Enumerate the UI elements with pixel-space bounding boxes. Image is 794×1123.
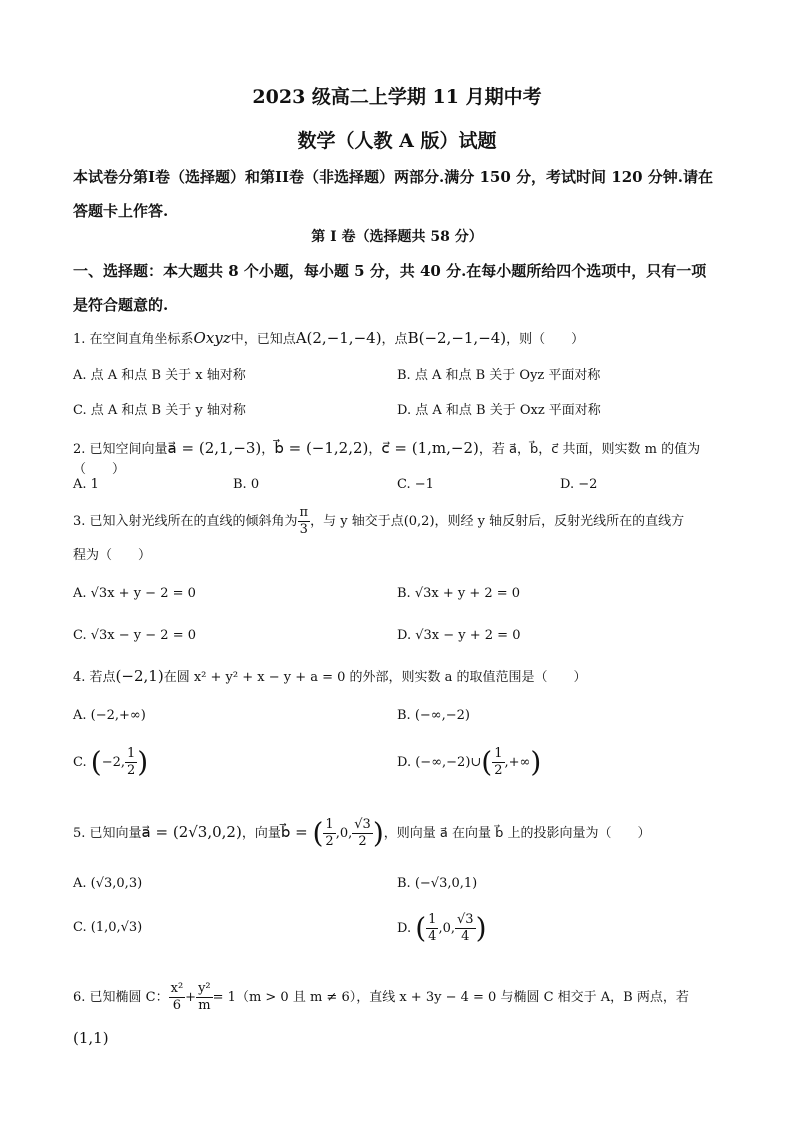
question-4-option-c[interactable]: C. (−2, $\frac{1}{2}$ ) <box>73 745 149 779</box>
part-one-heading <box>73 254 723 322</box>
subject-title: 数学（人教 A 版）试题 <box>297 130 497 152</box>
question-6-stem: 6. 已知椭圆 C： $\frac{\text{x²}}{6}$ + $\frac{\text{y²}}{m}$ = 1（m > 0 且 m ≠ 6），直线 x + 3y − 4 = 0 与椭圆 C 相交于 A，B 两点，若(1,1) <box>73 981 689 1047</box>
question-4-stem: 4. 若点(−2,1)在圆 x² + y² + x − y + a = 0 的外部，则实数 a 的取值范围是（ ） <box>73 667 587 685</box>
question-2-option-c[interactable]: C. −1 <box>397 477 434 492</box>
fraction: $\frac{\pi}{3}$ <box>299 505 309 537</box>
instructions-line-1: 本试卷分第I卷（选择题）和第II卷（非选择题）两部分.满分 150 分，考试时间 120 分钟.请在 <box>73 168 714 186</box>
section-title: 第 I 卷（选择题共 58 分） <box>311 229 483 245</box>
part-one-line-2: 是符合题意的. <box>73 296 169 314</box>
question-3-option-b[interactable]: B. √3x + y + 2 = 0 <box>397 586 521 601</box>
question-3-option-a[interactable]: A. √3x + y − 2 = 0 <box>73 586 196 601</box>
question-3-stem-cont: 程为（ ） <box>73 548 152 563</box>
question-4-option-d[interactable]: D. (−∞,−2)∪( $\frac{1}{2}$ ,+∞) <box>397 745 542 779</box>
question-1-option-a[interactable]: A. 点 A 和点 B 关于 x 轴对称 <box>73 368 246 383</box>
exam-instructions <box>73 160 723 228</box>
question-3-option-d[interactable]: D. √3x − y + 2 = 0 <box>397 628 521 643</box>
question-2-stem: 2. 已知空间向量a⃗ = (2,1,−3)，b⃗ = (−1,2,2)，c⃗ = (1,m,−2)，若 a⃗，b⃗，c⃗ 共面，则实数 m 的值为（ ） <box>73 439 701 477</box>
question-3-stem: 3. 已知入射光线所在的直线的倾斜角为 $\frac{\pi}{3}$ ，与 y 轴交于点(0,2)，则经 y 轴反射后，反射光线所在的直线方 <box>73 505 685 537</box>
exam-title: 2023 级高二上学期 11 月期中考 <box>252 86 542 108</box>
question-5-option-a[interactable]: A. (√3,0,3) <box>73 876 143 891</box>
question-5-option-b[interactable]: B. (−√3,0,1) <box>397 876 478 891</box>
question-1-option-c[interactable]: C. 点 A 和点 B 关于 y 轴对称 <box>73 403 246 418</box>
question-5-stem: 5. 已知向量a⃗ = (2√3,0,2)，向量b⃗ = ( $\frac{1}{2}$ ,0, $\frac{√3}{2}$ )，则向量 a⃗ 在向量 b⃗ 上的投影向量为（ ） <box>73 816 651 850</box>
question-2-option-a[interactable]: A. 1 <box>73 477 99 492</box>
instructions-line-2: 答题卡上作答. <box>73 202 169 220</box>
question-1-option-b[interactable]: B. 点 A 和点 B 关于 Oyz 平面对称 <box>397 368 601 383</box>
question-1-stem: 1. 在空间直角坐标系Oxyz中，已知点A(2,−1,−4)，点B(−2,−1,−4)，则（ ） <box>73 329 585 347</box>
question-1-option-d[interactable]: D. 点 A 和点 B 关于 Oxz 平面对称 <box>397 403 601 418</box>
question-2-option-d[interactable]: D. −2 <box>560 477 598 492</box>
question-5-option-c[interactable]: C. (1,0,√3) <box>73 920 143 935</box>
question-3-option-c[interactable]: C. √3x − y − 2 = 0 <box>73 628 196 643</box>
question-5-option-d[interactable]: D. ( $\frac{1}{4}$ ,0, $\frac{√3}{4}$ ) <box>397 911 487 945</box>
question-2-option-b[interactable]: B. 0 <box>233 477 260 492</box>
question-4-option-b[interactable]: B. (−∞,−2) <box>397 708 470 723</box>
part-one-line-1: 一、选择题：本大题共 8 个小题，每小题 5 分，共 40 分.在每小题所给四个选项中，只有一项 <box>73 262 707 280</box>
question-4-option-a[interactable]: A. (−2,+∞) <box>73 708 146 723</box>
